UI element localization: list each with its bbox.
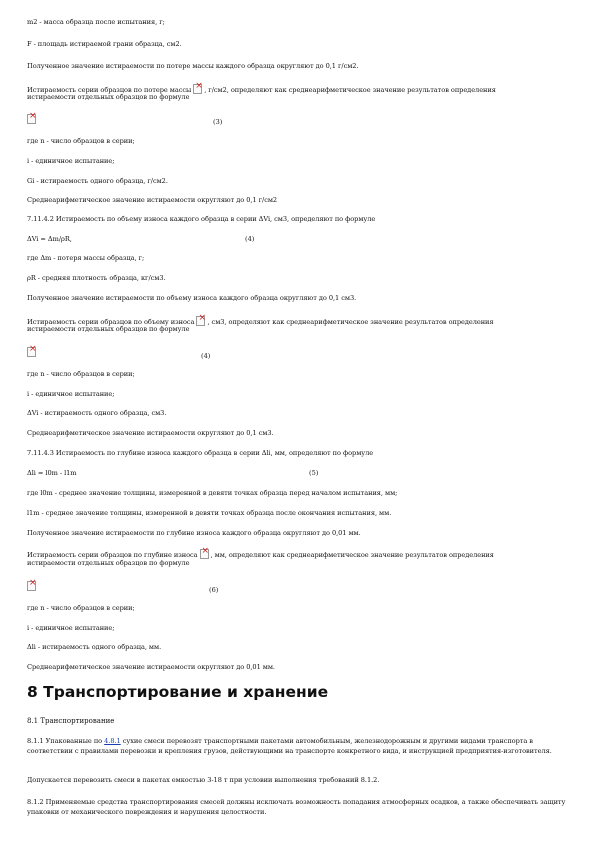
text-line: i - единичное испытание; [27, 624, 115, 632]
formula-row [27, 114, 567, 125]
text-line: 7.11.4.2 Истираемость по объему износа каждого образца в серии ΔVi, см3, определяют по формуле [27, 215, 376, 223]
broken-image-icon [200, 549, 209, 559]
text-line: Полученное значение истираемости по объему износа каждого образца округляют до 0,1 см3. [27, 294, 357, 302]
broken-image-icon [27, 347, 36, 357]
text-line: где n - число образцов в серии; [27, 604, 135, 612]
text-line: Допускается перевозить смеси в пакетах емкостью 3-18 т при условии выполнения требований 8.1.2. [27, 776, 380, 784]
paragraph-8-1-1 [27, 736, 567, 756]
section-heading: 8 Транспортирование и хранение [27, 683, 329, 701]
formula-line: ΔVi = Δm/ρR, [27, 235, 72, 243]
subsection-heading: 8.1 Транспортирование [27, 717, 115, 725]
text-line: где n - число образцов в серии; [27, 370, 135, 378]
equation-number: (5) [309, 469, 319, 477]
text-line: i - единичное испытание; [27, 390, 115, 398]
formula-row [27, 581, 567, 592]
text-fragment: Истираемость серии образцов по глубине износа [27, 551, 198, 559]
text-line: Gi - истираемость одного образца, г/см2. [27, 177, 168, 185]
section-link[interactable]: 4.8.1 [104, 737, 121, 745]
text-line: l1m - среднее значение толщины, измеренной в девяти точках образца после окончания испытания, мм. [27, 509, 392, 517]
text-line: истираемости отдельных образцов по формуле [27, 93, 190, 101]
text-line: Среднеарифметическое значение истираемости округляют до 0,01 мм. [27, 663, 275, 671]
text-line: Δli - истираемость одного образца, мм. [27, 643, 162, 651]
text-line: Среднеарифметическое значение истираемости округляют до 0,1 см3. [27, 429, 274, 437]
text-line: Полученное значение истираемости по глубине износа каждого образца округляют до 0,01 мм. [27, 529, 361, 537]
text-fragment: сухие смеси перевозят транспортными пакетами автомобильным, железнодорожным и другими видами транспорта в соответствии с правилами перевозки и крепления грузов, действующими на транспорте конкретного вида, и инструкцией предприятия-изготовителя. [27, 737, 552, 755]
text-fragment: , г/см2, определяют как среднеарифметическое значение результатов определения [204, 86, 496, 94]
text-fragment: 8.1.1 Упакованные по [27, 737, 105, 745]
text-line: ρR - средняя плотность образца, кг/см3. [27, 274, 166, 282]
text-line: истираемости отдельных образцов по формуле [27, 325, 190, 333]
equation-number: (4) [201, 352, 211, 360]
text-line: где Δm - потеря массы образца, г; [27, 254, 145, 262]
text-line: истираемости отдельных образцов по формуле [27, 559, 190, 567]
formula-line: Δli = l0m - l1m [27, 469, 77, 477]
text-fragment: Истираемость серии образцов по потере массы [27, 86, 192, 94]
text-fragment: Истираемость серии образцов по объему износа [27, 318, 195, 326]
text-line: Полученное значение истираемости по потере массы каждого образца округляют до 0,1 г/см2. [27, 62, 359, 70]
equation-number: (3) [213, 118, 223, 126]
text-line: 7.11.4.3 Истираемость по глубине износа каждого образца в серии Δli, мм, определяют по формуле [27, 449, 374, 457]
text-fragment: , см3, определяют как среднеарифметическое значение результатов определения [207, 318, 494, 326]
text-line: F - площадь истираемой грани образца, см2. [27, 40, 182, 48]
text-line: i - единичное испытание; [27, 157, 115, 165]
equation-number: (4) [245, 235, 255, 243]
text-line: m2 - масса образца после испытания, г; [27, 18, 165, 26]
broken-image-icon [27, 114, 36, 124]
broken-image-icon [27, 581, 36, 591]
text-line: где n - число образцов в серии; [27, 137, 135, 145]
text-line: Среднеарифметическое значение истираемости округляют до 0,1 г/см2 [27, 196, 278, 204]
text-line: где l0m - среднее значение толщины, измеренной в девяти точках образца перед началом испытания, мм; [27, 489, 398, 497]
text-line: ΔVi - истираемость одного образца, см3. [27, 409, 167, 417]
equation-number: (6) [209, 586, 219, 594]
text-fragment: , мм, определяют как среднеарифметическое значение результатов определения [210, 551, 494, 559]
formula-row [27, 347, 567, 358]
paragraph-8-1-2: 8.1.2 Применяемые средства транспортирования смесей должны исключать возможность попадания атмосферных осадков, а также обеспечивать защиту упаковки от механического повреждения и нарушения целостности. [27, 798, 566, 816]
